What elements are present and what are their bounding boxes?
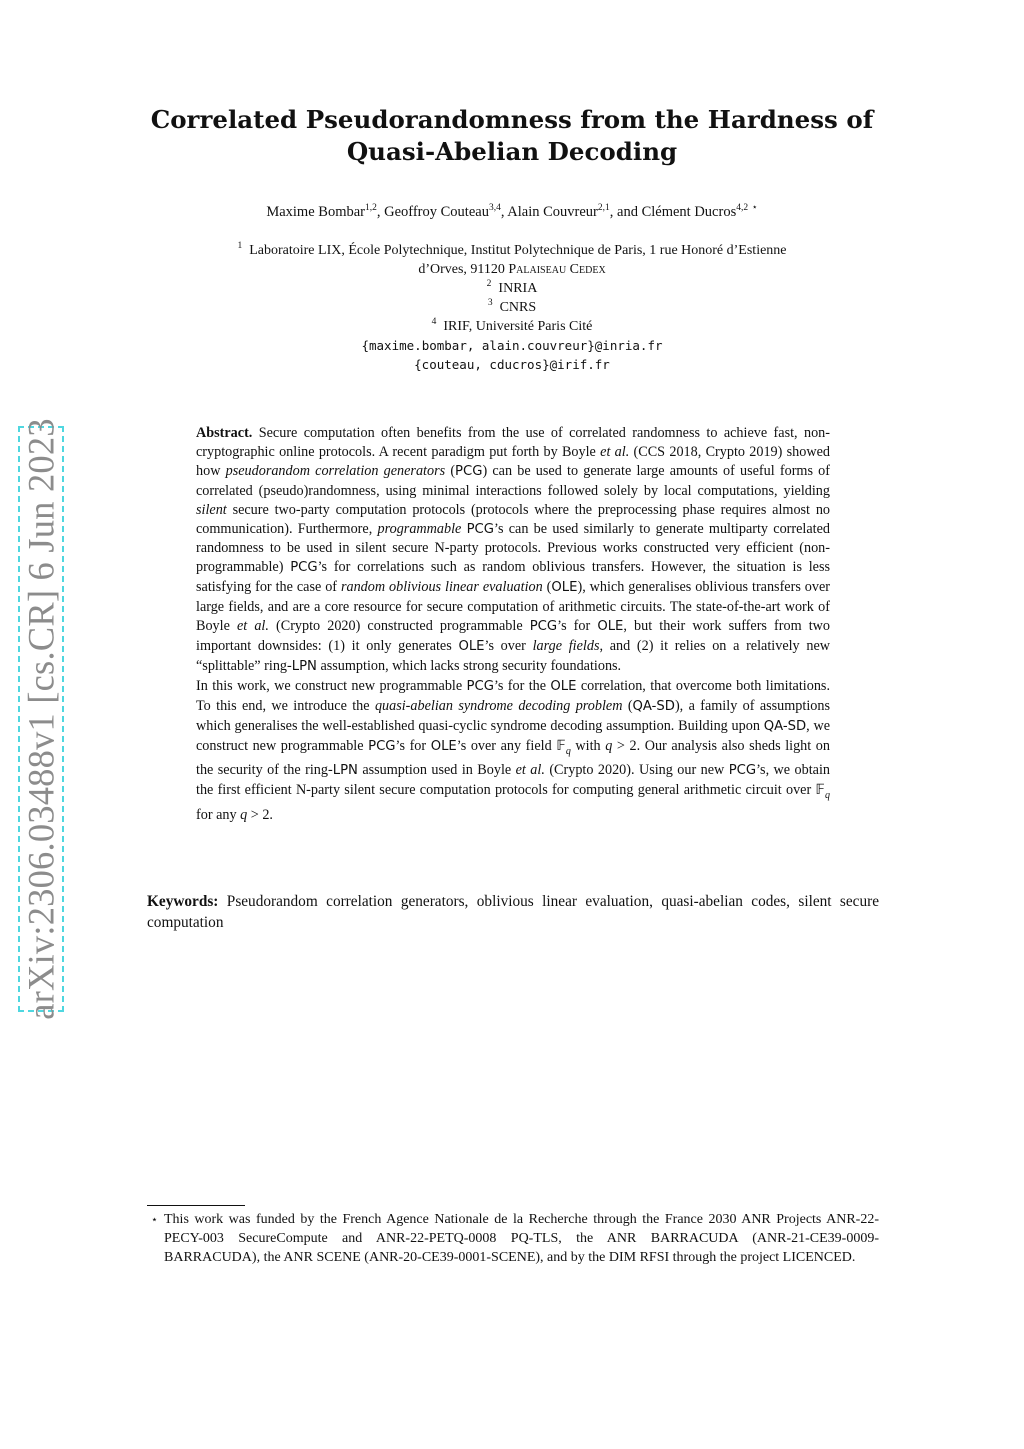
- footnote-text: This work was funded by the French Agence Nationale de la Recherche through the France 2030 ANR Projects ANR-22-PECY-003 SecureCompute and ANR-22-PETQ-0008 PQ-TLS, the ANR BARRACUDA (ANR-21-CE39-0009-BARRACUDA), the ANR SCENE (ANR-20-CE39-0001-SCENE), and by the DIM RFSI through the project LICENCED.: [164, 1212, 879, 1265]
- author-list: Maxime Bombar$^{1,2}$, Geoffroy Couteau$^{3,4}$, Alain Couvreur$^{2,1}$, and Clément Ducros$^{4,2}$ ⋆: [266, 203, 758, 220]
- author-affiliation-marker: 2,1: [597, 203, 610, 213]
- abstract-paragraph-2: In this work, we construct new programmable PCG’s for the OLE correlation, that overcome both limitations. To this end, we introduce the quasi-abelian syndrome decoding problem (QA-SD), a family of assumptions which generalises the well-established quasi-cyclic syndrome decoding assumption. Building upon QA-SD, we construct new programmable PCG’s for OLE’s over any field 𝔽$_q$ with q > 2. Our analysis also sheds light on the security of the ring-LPN assumption used in Boyle et al. (Crypto 2020). Using our new PCG’s, we obtain the first efficient N-party silent secure computation protocols for computing general arithmetic circuit over 𝔽$_q$ for any q > 2.: [196, 677, 830, 823]
- keywords-text: Pseudorandom correlation generators, oblivious linear evaluation, quasi-abelian codes, silent secure computation: [147, 893, 879, 931]
- affiliation-1-line-2: d’Orves, 91120 Palaiseau Cedex: [418, 262, 606, 277]
- keywords: [147, 892, 879, 933]
- funding-footnote-marker: ⋆: [751, 203, 758, 213]
- abstract: [196, 424, 830, 825]
- abstract-paragraph-1: [196, 424, 830, 677]
- footnote-rule: [147, 1205, 245, 1206]
- title-line-2: Quasi-Abelian Decoding: [346, 137, 678, 166]
- footnote-marker: ⋆: [151, 1214, 158, 1226]
- email-inria: {maxime.bombar, alain.couvreur}@inria.fr: [361, 338, 663, 353]
- email-irif: {couteau, cducros}@irif.fr: [414, 357, 610, 372]
- arxiv-identifier-stamp: [18, 418, 64, 1020]
- affiliation-block: [120, 241, 904, 374]
- author-name: Geoffroy Couteau: [384, 204, 489, 220]
- abstract-label: Abstract.: [196, 425, 253, 441]
- arxiv-identifier-text: arXiv:2306.03488v1 [cs.CR] 6 Jun 2023: [20, 418, 62, 1020]
- keywords-label: Keywords:: [147, 893, 219, 910]
- author-affiliation-marker: 4,2: [736, 203, 749, 213]
- author-affiliation-marker: 1,2: [365, 203, 377, 213]
- affiliation-2: $^2$ INRIA: [486, 279, 538, 296]
- author-name: Alain Couvreur: [507, 204, 598, 220]
- author-name: Clément Ducros: [641, 204, 737, 220]
- paper-title: [150, 104, 874, 168]
- affiliation-4: $^4$ IRIF, Université Paris Cité: [431, 317, 593, 334]
- affiliation-3: $^3$ CNRS: [487, 298, 537, 315]
- funding-footnote: [147, 1210, 879, 1267]
- title-line-1: Correlated Pseudorandomness from the Hardness of: [150, 105, 874, 134]
- affiliation-1-line-1: $^1$ Laboratoire LIX, École Polytechnique, Institut Polytechnique de Paris, 1 rue Honoré d’Estienne: [237, 241, 787, 258]
- author-affiliation-marker: 3,4: [488, 203, 501, 213]
- author-name: Maxime Bombar: [266, 204, 365, 220]
- abstract-p1-body: Secure computation often benefits from the use of correlated randomness to achieve fast, non-cryptographic online protocols. A recent paradigm put forth by Boyle et al. (CCS 2018, Crypto 2019) showed how pseudorandom correlation generators (PCG) can be used to generate large amounts of useful forms of correlated (pseudo)randomness, using minimal interactions followed solely by local computations, yielding silent secure two-party computation protocols (protocols where the preprocessing phase requires almost no communication). Furthermore, programmable PCG’s can be used similarly to generate multiparty correlated randomness to be used in silent secure N-party protocols. Previous works constructed very efficient (non-programmable) PCG’s for correlations such as random oblivious transfers. However, the situation is less satisfying for the case of random oblivious linear evaluation (OLE), which generalises oblivious transfers over large fields, and are a core resource for secure computation of arithmetic circuits. The state-of-the-art work of Boyle et al. (Crypto 2020) constructed programmable PCG’s for OLE, but their work suffers from two important downsides: (1) it only generates OLE’s over large fields, and (2) it relies on a relatively new “splittable” ring-LPN assumption, which lacks strong security foundations.: [196, 425, 831, 674]
